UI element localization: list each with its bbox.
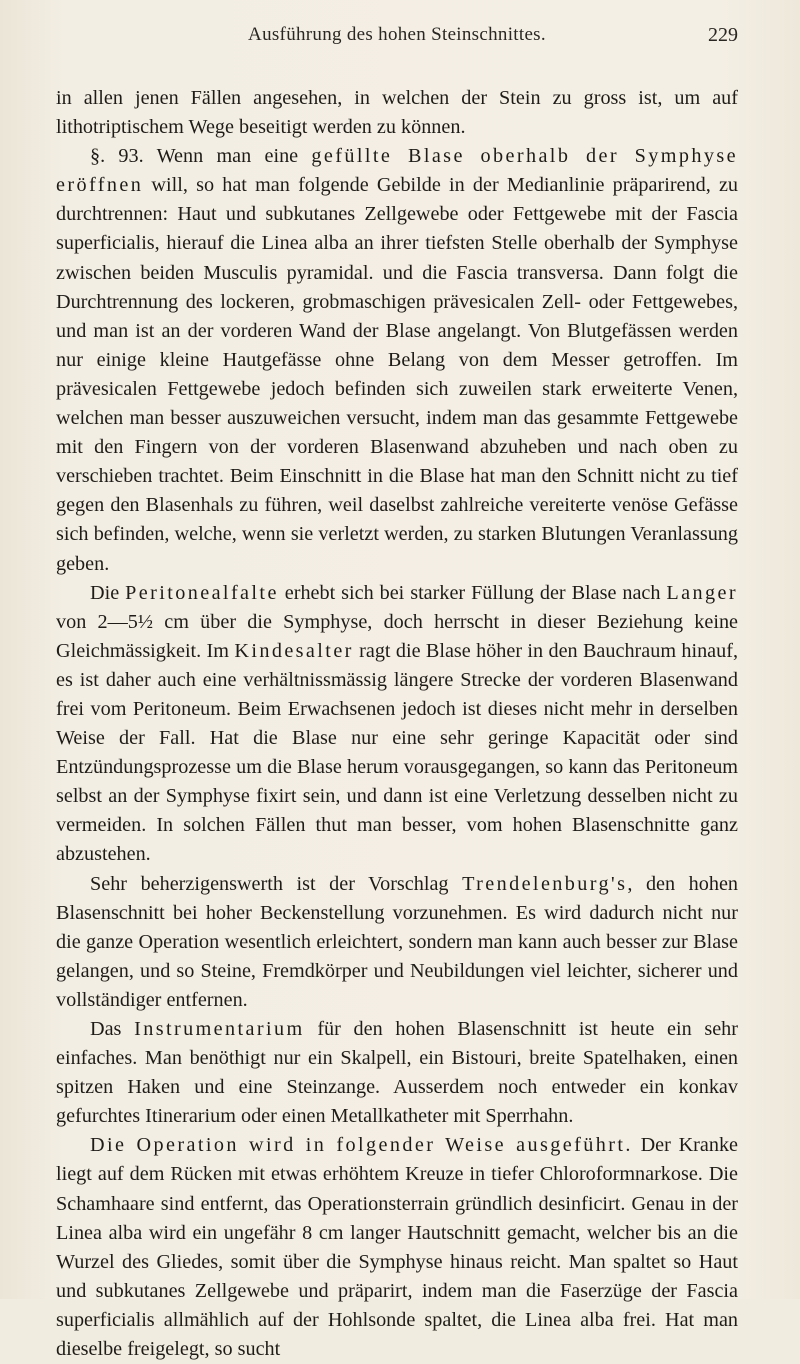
page-number: 229	[708, 24, 738, 46]
emphasized-text: gefüllte Blase oberhalb der Symphyse eröffnen	[56, 145, 738, 197]
emphasized-text: Langer	[666, 581, 738, 604]
body-text	[56, 84, 738, 1364]
text-segment: erhebt sich bei starker Füllung der Blase nach	[278, 581, 667, 604]
emphasized-text: Die Operation wird in folgender Weise ausgeführt.	[90, 1134, 633, 1157]
text-segment: §. 93. Wenn man eine	[90, 145, 312, 168]
text-segment: für den hohen Blasenschnitt ist heute ein sehr einfaches. Man benöthigt nur ein Skalpell, ein Bistouri, breite Spatelhaken, einen spitzen Haken und eine Steinzange. Ausserdem noch entweder ein konkav gefurchtes Itinerarium oder einen Metallkatheter mit Sperrhahn.	[56, 1018, 738, 1128]
text-segment: von 2—5½ cm über die Symphyse, doch herrscht in dieser Beziehung keine Gleichmässigkeit. Im	[56, 610, 738, 662]
paragraph	[56, 84, 738, 142]
emphasized-text: Instrumentarium	[134, 1018, 305, 1040]
text-segment: ragt die Blase höher in den Bauchraum hinauf, es ist daher auch eine verhältnissmässig längere Strecke der vorderen Blasenwand frei vom Peritoneum. Beim Erwachsenen jedoch ist dieses nicht mehr in derselben Weise der Fall. Hat die Blase nur eine sehr geringe Kapacität oder sind Entzündungsprozesse um die Blase herum vorausgegangen, so kann das Peritoneum selbst an der Symphyse fixirt sein, und dann ist eine Verletzung desselben nicht zu vermeiden. In solchen Fällen thut man besser, vom hohen Blasenschnitte ganz abzustehen.	[56, 639, 738, 866]
paragraph	[56, 1015, 738, 1131]
page-header	[56, 24, 738, 54]
emphasized-text: Peritonealfalte	[125, 581, 279, 604]
text-segment: Die	[90, 581, 126, 604]
emphasized-text: Kindesalter	[234, 639, 354, 662]
paragraph	[56, 142, 738, 578]
text-segment: Der Kranke liegt auf dem Rücken mit etwas erhöhtem Kreuze in tiefer Chloroformnarkose. Die Schamhaare sind entfernt, das Operationsterrain gründlich desinficirt. Genau in der Linea alba wird ein ungefähr 8 cm langer Hautschnitt gemacht, welcher bis an die Wurzel des Gliedes, somit über die Symphyse hinaus reicht. Man spaltet so Haut und subkutanes Zellgewebe und präparirt, indem man die Faserzüge der Fascia superficialis allmählich auf der Hohlsonde spaltet, die Linea alba frei. Hat man dieselbe freigelegt, so sucht	[56, 1134, 739, 1361]
running-title: Ausführung des hohen Steinschnittes.	[248, 24, 546, 45]
text-segment: will, so hat man folgende Gebilde in der Medianlinie präparirend, zu durchtrennen: Haut und subkutanes Zellgewebe oder Fettgewebe mit der Fascia superficialis, hierauf die Linea alba an ihrer tiefsten Stelle oberhalb der Symphyse zwischen beiden Musculis pyramidal. und die Fascia transversa. Dann folgt die Durchtrennung des lockeren, grobmaschigen prävesicalen Zell- oder Fettgewebes, und man ist an der vorderen Wand der Blase angelangt. Von Blutgefässen werden nur einige kleine Hautgefässe ohne Belang von dem Messer getroffen. Im prävesicalen Fettgewebe jedoch befinden sich zuweilen stark erweiterte Venen, welchen man besser auszuweichen versucht, indem man das gesammte Fettgewebe mit den Fingern von der vorderen Blasenwand abzuheben und nach oben zu verschieben trachtet. Beim Einschnitt in die Blase hat man den Schnitt nicht zu tief gegen den Blasenhals zu führen, weil daselbst zahlreiche vereiterte venöse Gefässe sich befinden, welche, wenn sie verletzt werden, zu starken Blutungen Veranlassung geben.	[56, 174, 738, 575]
text-segment: , den hohen Blasenschnitt bei hoher Beckenstellung vorzunehmen. Es wird dadurch nicht nur die ganze Operation wesentlich erleichtert, sondern man kann auch besser zur Blase gelangen, und so Steine, Fremdkörper und Neubildungen viel leichter, sicherer und vollständiger entfernen.	[56, 872, 738, 1011]
paragraph	[56, 870, 738, 1015]
paragraph	[56, 579, 738, 870]
text-segment: in allen jenen Fällen angesehen, in welchen der Stein zu gross ist, um auf lithotriptischem Wege beseitigt werden zu können.	[56, 87, 738, 139]
paragraph	[56, 1131, 738, 1364]
text-segment: Sehr beherzigenswerth ist der Vorschlag	[90, 872, 463, 895]
emphasized-text: Trendelenburg's	[462, 872, 628, 895]
text-segment: Das	[90, 1018, 135, 1040]
